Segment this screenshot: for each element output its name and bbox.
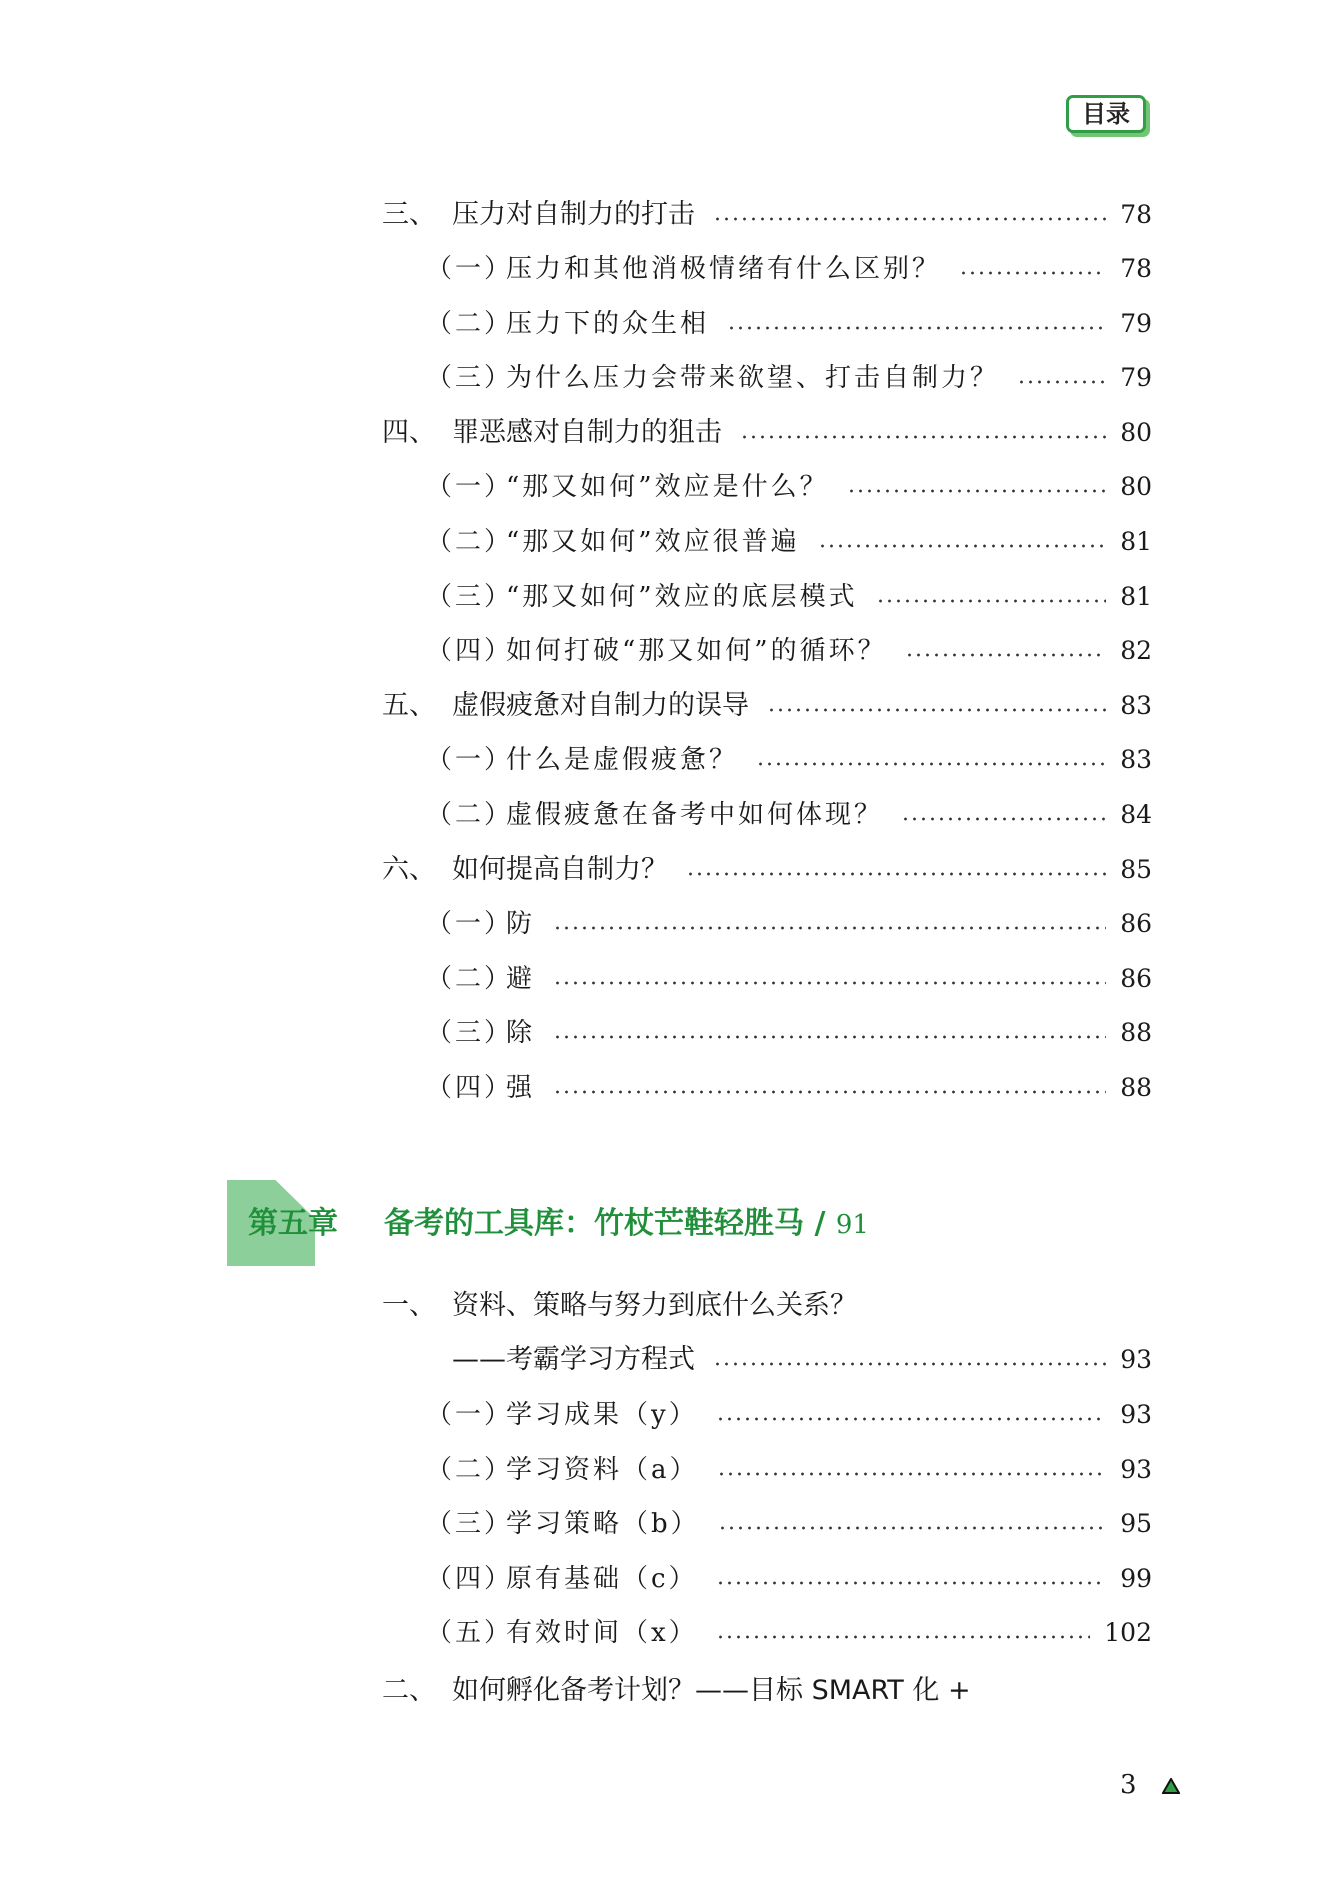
entry-title: “那又如何”效应是什么？ <box>506 472 829 502</box>
toc-entry[interactable] <box>426 1013 1152 1053</box>
toc-entry-continuation[interactable] <box>452 1340 1152 1380</box>
entry-page: 80 <box>1120 418 1152 447</box>
toc-entry[interactable] <box>426 631 1152 671</box>
leader-dots <box>713 217 1106 221</box>
leader-dots <box>553 981 1106 985</box>
entry-page: 78 <box>1120 200 1152 229</box>
leader-dots <box>553 1090 1106 1094</box>
entry-number: 五、 <box>382 690 436 721</box>
entry-number: 一、 <box>382 1290 436 1321</box>
entry-number: （三） <box>426 1018 514 1048</box>
entry-title: 为什么压力会带来欲望、打击自制力？ <box>506 363 1000 393</box>
toc-entry[interactable] <box>426 522 1152 562</box>
entry-title: “那又如何”效应的底层模式 <box>506 582 858 612</box>
leader-dots <box>1017 380 1106 384</box>
chapter-title: 备考的工具库：竹杖芒鞋轻胜马 / <box>384 1206 836 1241</box>
leader-dots <box>818 544 1107 548</box>
leader-dots <box>686 872 1106 876</box>
entry-page: 93 <box>1120 1345 1152 1374</box>
entry-title: 如何孵化备考计划？——目标 SMART 化 + <box>452 1675 971 1706</box>
toc-entry[interactable] <box>426 1068 1152 1108</box>
leader-dots <box>740 435 1106 439</box>
toc-entry[interactable] <box>426 904 1152 944</box>
entry-title: 罪恶感对自制力的狙击 <box>452 417 722 448</box>
leader-dots <box>717 1472 1107 1476</box>
triangle-icon <box>1162 1778 1180 1794</box>
leader-dots <box>716 1581 1107 1585</box>
entry-page: 88 <box>1120 1018 1152 1047</box>
entry-number: （二） <box>426 964 514 994</box>
entry-title: 压力下的众生相 <box>506 309 710 339</box>
toc-entry[interactable] <box>426 1504 1152 1544</box>
chapter-page: 91 <box>835 1210 869 1240</box>
entry-page: 83 <box>1120 745 1152 774</box>
entry-title: 资料、策略与努力到底什么关系？ <box>452 1290 857 1321</box>
entry-title: 压力和其他消极情绪有什么区别？ <box>506 254 942 284</box>
entry-title: 强 <box>506 1073 536 1103</box>
leader-dots <box>713 1362 1106 1366</box>
toc-entry[interactable] <box>382 850 1152 890</box>
leader-dots <box>716 1417 1106 1421</box>
leader-dots <box>553 926 1106 930</box>
toc-entry[interactable] <box>426 358 1152 398</box>
toc-badge: 目录 <box>1066 95 1146 133</box>
toc-entry[interactable] <box>426 740 1152 780</box>
entry-title: 虚假疲惫在备考中如何体现？ <box>506 800 884 830</box>
leader-dots <box>716 1635 1091 1639</box>
entry-page: 81 <box>1120 582 1152 611</box>
toc-entry[interactable] <box>382 686 1152 726</box>
entry-title: 虚假疲惫对自制力的误导 <box>452 690 749 721</box>
entry-page: 99 <box>1120 1564 1152 1593</box>
entry-number: （四） <box>426 1073 514 1103</box>
entry-title: 原有基础（c） <box>506 1564 698 1594</box>
toc-entry[interactable] <box>382 195 1152 235</box>
entry-number: 三、 <box>382 199 436 230</box>
entry-page: 85 <box>1120 855 1152 884</box>
toc-entry[interactable] <box>426 795 1152 835</box>
entry-title: 学习资料（a） <box>506 1455 699 1485</box>
chapter-label: 第五章 <box>248 1206 338 1241</box>
entry-title: 压力对自制力的打击 <box>452 199 695 230</box>
entry-page: 80 <box>1120 472 1152 501</box>
entry-page: 79 <box>1120 363 1152 392</box>
toc-entry[interactable] <box>426 1559 1152 1599</box>
entry-number: 六、 <box>382 854 436 885</box>
leader-dots <box>959 271 1106 275</box>
leader-dots <box>553 1035 1106 1039</box>
leader-dots <box>876 599 1107 603</box>
entry-number: （二） <box>426 1455 514 1485</box>
leader-dots <box>905 653 1107 657</box>
toc-entry[interactable] <box>382 413 1152 453</box>
entry-title: 防 <box>506 909 536 939</box>
leader-dots <box>767 708 1106 712</box>
entry-title: 除 <box>506 1018 536 1048</box>
leader-dots <box>718 1526 1107 1530</box>
leader-dots <box>756 762 1106 766</box>
entry-number: （一） <box>426 909 514 939</box>
entry-page: 86 <box>1120 964 1152 993</box>
entry-page: 78 <box>1120 254 1152 283</box>
entry-title: ——考霸学习方程式 <box>452 1344 695 1375</box>
toc-entry[interactable] <box>426 304 1152 344</box>
entry-page: 83 <box>1120 691 1152 720</box>
entry-page: 95 <box>1120 1509 1152 1538</box>
entry-page: 86 <box>1120 909 1152 938</box>
leader-dots <box>847 489 1107 493</box>
entry-title: 有效时间（x） <box>506 1618 698 1648</box>
toc-entry[interactable] <box>426 1450 1152 1490</box>
entry-page: 79 <box>1120 309 1152 338</box>
leader-dots <box>727 326 1106 330</box>
entry-number: （四） <box>426 636 514 666</box>
entry-title: 学习策略（b） <box>506 1509 700 1539</box>
toc-entry[interactable] <box>382 1286 1152 1326</box>
entry-title: “那又如何”效应很普遍 <box>506 527 800 557</box>
page-number: 3 <box>1120 1770 1137 1800</box>
entry-number: （一） <box>426 745 514 775</box>
entry-page: 82 <box>1120 636 1152 665</box>
entry-page: 81 <box>1120 527 1152 556</box>
entry-title: 避 <box>506 964 536 994</box>
toc-entry[interactable] <box>426 467 1152 507</box>
entry-number: （四） <box>426 1564 514 1594</box>
entry-number: 二、 <box>382 1675 436 1706</box>
entry-page: 88 <box>1120 1073 1152 1102</box>
entry-number: （一） <box>426 1400 514 1430</box>
entry-number: （三） <box>426 1509 514 1539</box>
entry-page: 93 <box>1120 1455 1152 1484</box>
toc-entry[interactable] <box>426 249 1152 289</box>
entry-number: （一） <box>426 254 514 284</box>
entry-title: 如何打破“那又如何”的循环？ <box>506 636 887 666</box>
entry-number: （三） <box>426 363 514 393</box>
entry-page: 84 <box>1120 800 1152 829</box>
entry-number: （五） <box>426 1618 514 1648</box>
toc-entry[interactable] <box>426 577 1152 617</box>
entry-title: 学习成果（y） <box>506 1400 698 1430</box>
toc-entry[interactable] <box>426 1613 1152 1653</box>
entry-title: 什么是虚假疲惫？ <box>506 745 739 775</box>
leader-dots <box>901 817 1106 821</box>
toc-entry[interactable] <box>426 959 1152 999</box>
entry-number: （二） <box>426 527 514 557</box>
entry-number: （二） <box>426 309 514 339</box>
entry-page: 102 <box>1104 1618 1152 1647</box>
entry-page: 93 <box>1120 1400 1152 1429</box>
entry-title: 如何提高自制力？ <box>452 854 668 885</box>
entry-number: （三） <box>426 582 514 612</box>
entry-number: 四、 <box>382 417 436 448</box>
entry-number: （一） <box>426 472 514 502</box>
chapter-heading[interactable] <box>384 1198 869 1242</box>
entry-number: （二） <box>426 800 514 830</box>
toc-entry[interactable] <box>426 1395 1152 1435</box>
toc-entry[interactable] <box>382 1668 971 1707</box>
